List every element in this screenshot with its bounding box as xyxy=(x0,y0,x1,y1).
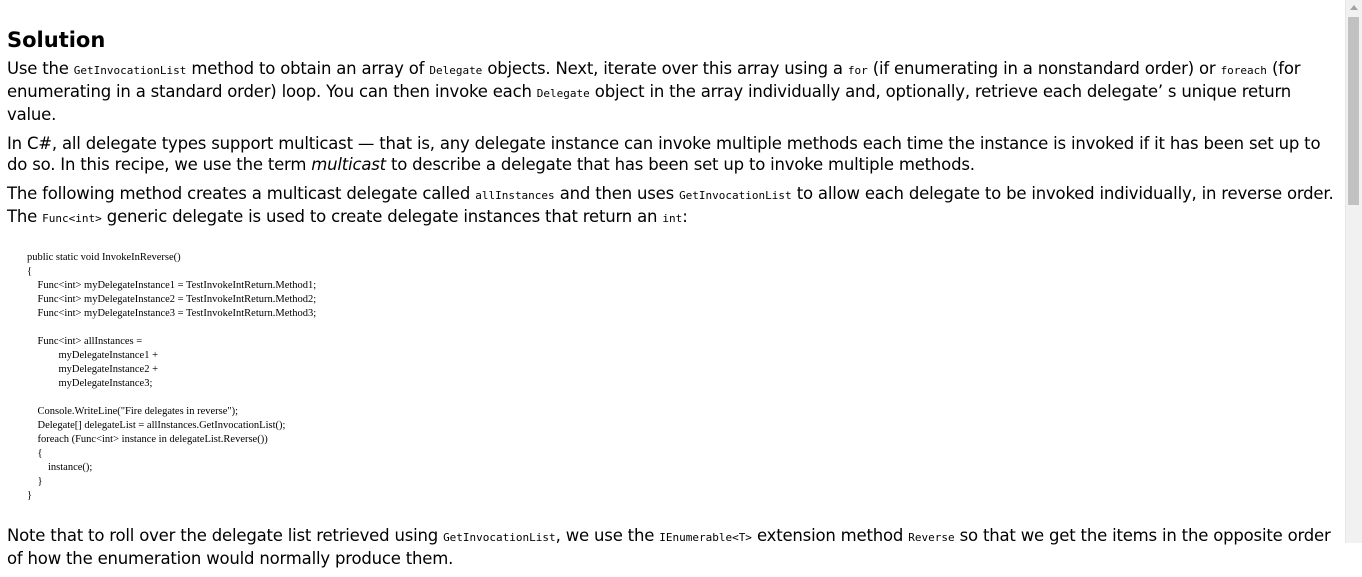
inline-code: allInstances xyxy=(475,189,555,202)
inline-code: GetInvocationList xyxy=(443,531,556,544)
paragraph-multicast: In C#, all delegate types support multicast — that is, any delegate instance can invoke multiple methods each time the instance is invoked if it has been set up to do so. In this recipe, we use the term multicast to describe a delegate that has been set up to invoke multiple methods. xyxy=(7,134,1321,174)
inline-code: Delegate xyxy=(429,64,483,77)
scroll-up-arrow-icon[interactable] xyxy=(1350,5,1358,10)
solution-heading: Solution xyxy=(7,28,106,52)
inline-code: Delegate xyxy=(536,87,590,100)
inline-code: for xyxy=(847,64,868,77)
paragraph-reverse-note: Note that to roll over the delegate list retrieved using GetInvocationList, we use the IEnumerable<T> extension method Reverse so that we get the items in the opposite order of how the enumeration would normally produce them. xyxy=(7,526,1331,568)
inline-code: GetInvocationList xyxy=(73,64,187,77)
inline-code: Func<int> xyxy=(42,212,102,225)
vertical-scrollbar[interactable] xyxy=(1345,0,1362,543)
emphasis-multicast: multicast xyxy=(311,155,386,174)
inline-code: GetInvocationList xyxy=(679,189,792,202)
inline-code: IEnumerable<T> xyxy=(659,531,752,544)
inline-code: int xyxy=(662,212,683,225)
document-content xyxy=(7,26,1343,577)
code-block: public static void InvokeInReverse() { Func<int> myDelegateInstance1 = TestInvokeIntReturn.Method1; Func<int> myDelegateInstance2 = TestInvokeIntReturn.Method2; Func<int> myDelegateInstance3 = TestInvokeIntReturn.Method3; Func<int> allInstances = myDelegateInstance1 + myDelegateInstance2 + myDelegateInstance3; Console.WriteLine("Fire delegates in reverse"); Delegate[] delegateList = allInstances.GetInvocationList(); foreach (Func<int> instance in delegateList.Reverse()) { instance(); } } xyxy=(27,252,317,501)
inline-code: foreach xyxy=(1220,64,1267,77)
paragraph-method-description: The following method creates a multicast delegate called allInstances and then uses GetInvocationList to allow each delegate to be invoked individually, in reverse order. The Func<int> generic delegate is used to create delegate instances that return an int: xyxy=(7,184,1334,226)
scrollbar-thumb[interactable] xyxy=(1348,17,1359,205)
inline-code: Reverse xyxy=(908,531,955,544)
paragraph-solution-intro: Use the GetInvocationList method to obtain an array of Delegate objects. Next, iterate over this array using a for (if enumerating in a nonstandard order) or foreach (for enumerating in a standard order) loop. You can then invoke each Delegate object in the array individually and, optionally, retrieve each delegate’ s unique return value. xyxy=(7,59,1301,124)
